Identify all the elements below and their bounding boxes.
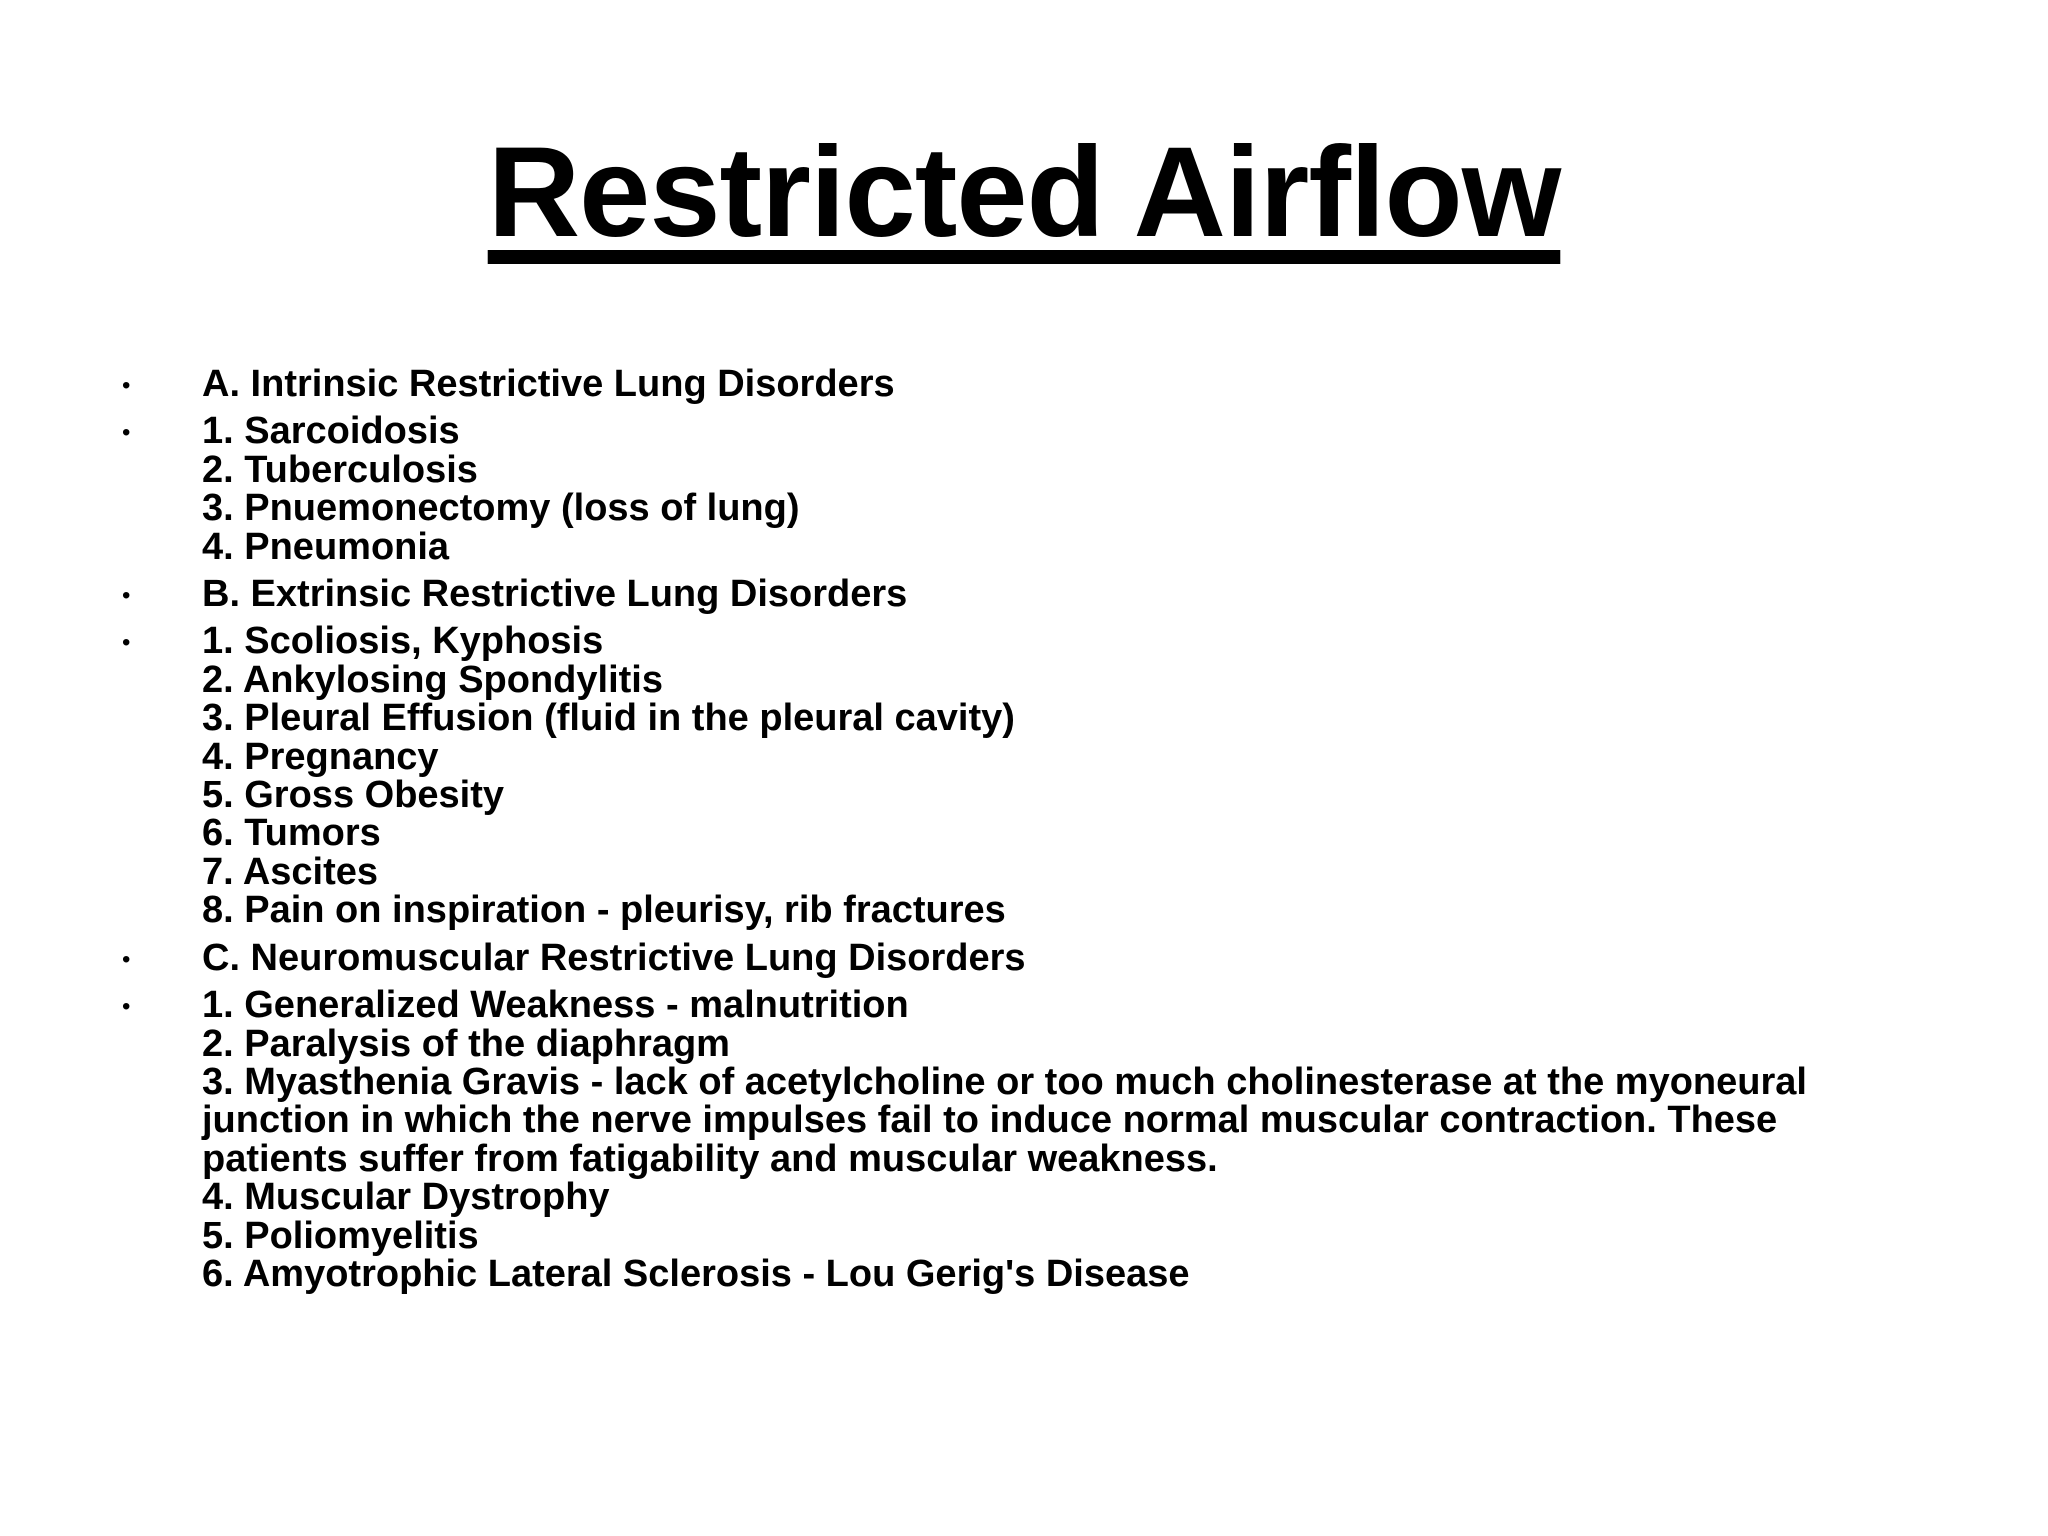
bullet-text-neuromuscular-list: 1. Generalized Weakness - malnutrition 2. Paralysis of the diaphragm 3. Myasthenia Gravis - lack of acetylcholine or too much cholinesterase at the myoneural junction in which the nerve impulses fail to induce normal muscular contraction. These patients suffer from fatigability and muscular weakness. 4. Muscular Dystrophy 5. Poliomyelitis 6. Amyotrophic Lateral Sclerosis - Lou Gerig's Disease (202, 984, 1807, 1295)
bullet-item-neuromuscular-list (0, 986, 1960, 1293)
bullet-text-intrinsic-list: 1. Sarcoidosis 2. Tuberculosis 3. Pnuemonectomy (loss of lung) 4. Pneumonia (202, 410, 800, 568)
bullet-icon: • (122, 629, 131, 657)
slide-title: Restricted Airflow (487, 121, 1561, 264)
bullet-item-section-c (0, 936, 1960, 979)
bullet-item-section-b (0, 573, 1960, 616)
bullet-item-extrinsic-list (0, 620, 1960, 932)
bullet-text-section-a: A. Intrinsic Restrictive Lung Disorders (202, 363, 895, 405)
bullet-text-extrinsic-list: 1. Scoliosis, Kyphosis 2. Ankylosing Spondylitis 3. Pleural Effusion (fluid in the pleural cavity) 4. Pregnancy 5. Gross Obesity 6. Tumors 7. Ascites 8. Pain on inspiration - pleurisy, rib fractures (202, 620, 1015, 932)
bullet-icon: • (122, 419, 131, 447)
bullet-icon: • (122, 372, 131, 399)
bullet-text-section-b: B. Extrinsic Restrictive Lung Disorders (202, 573, 908, 616)
bullet-item-intrinsic-list (0, 412, 1960, 566)
bullet-text-section-c: C. Neuromuscular Restrictive Lung Disorders (202, 936, 1026, 979)
bullet-icon: • (122, 945, 131, 973)
bullet-item-section-a (0, 365, 1960, 403)
bullet-list (0, 365, 1960, 1302)
bullet-icon: • (122, 582, 131, 610)
bullet-icon: • (122, 993, 131, 1021)
